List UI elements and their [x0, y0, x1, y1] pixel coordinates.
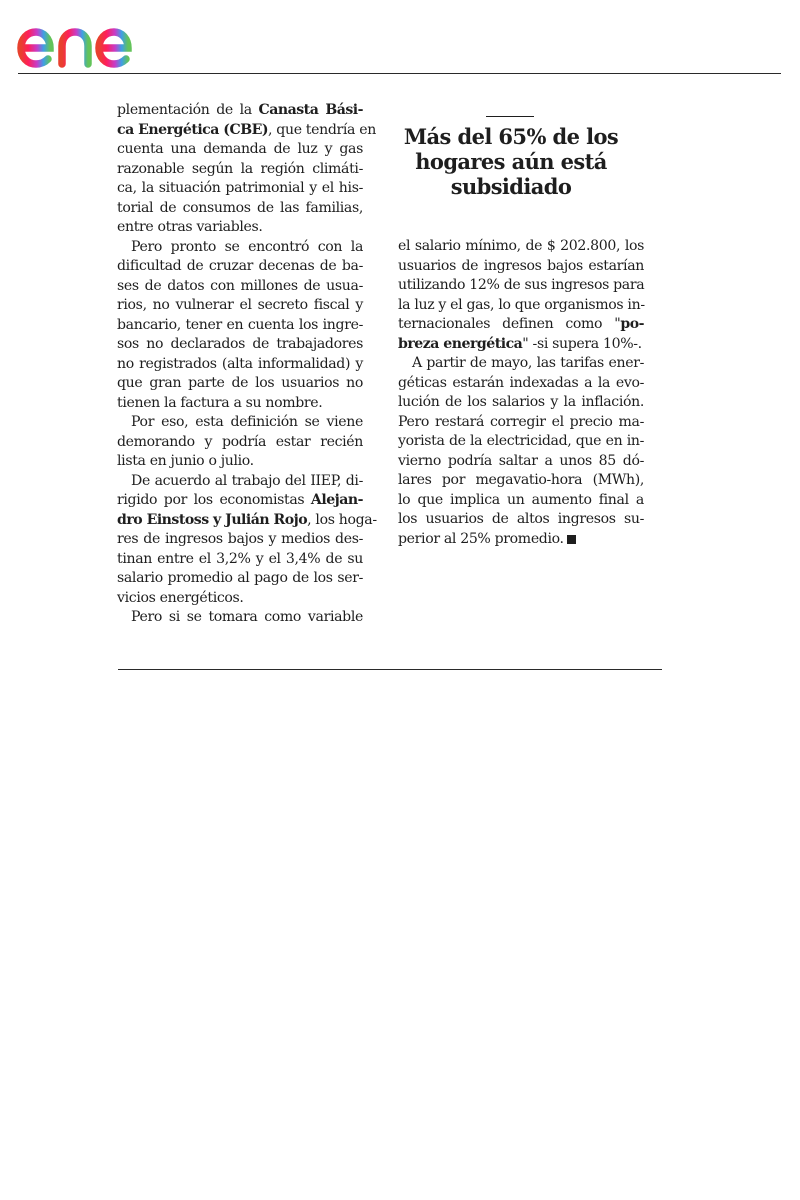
end-of-article-mark [567, 535, 576, 544]
text-line: plementación de la Canasta Bási- [117, 102, 363, 118]
text-line: que gran parte de los usuarios no [117, 375, 363, 391]
text-line: el salario mínimo, de $ 202.800, los [398, 238, 644, 254]
text-line: perior al 25% promedio. [398, 530, 644, 550]
footer-rule [118, 669, 662, 670]
section-heading [398, 124, 624, 199]
text-line: vierno podría saltar a unos 85 dó- [398, 452, 644, 469]
text-line: vicios energéticos. [117, 589, 244, 606]
text-line: ses de datos con millones de usua- [117, 277, 363, 294]
text-line: A partir de mayo, las tarifas ener- [412, 355, 644, 371]
text-line: Pero si se tomara como variable [131, 609, 363, 625]
text-line: res de ingresos bajos y medios des- [117, 531, 363, 547]
heading-line: subsidiado [450, 174, 572, 199]
article-column-right [398, 237, 644, 549]
text-line: lo que implica un aumento final a [398, 491, 644, 508]
text-line: Pero pronto se encontró con la [131, 238, 363, 255]
heading-line: hogares aún está [415, 149, 607, 174]
text-line: dro Einstoss y Julián Rojo, los hoga- [117, 511, 377, 528]
text-line: yorista de la electricidad, que en in- [398, 433, 644, 449]
text-line: usuarios de ingresos bajos estarían [398, 257, 644, 274]
text-line: dificultad de cruzar decenas de ba- [117, 258, 363, 274]
text-line: tienen la factura a su nombre. [117, 394, 323, 411]
text-line: géticas estarán indexadas a la evo- [398, 374, 644, 391]
header-rule [18, 73, 781, 74]
text-line: utilizando 12% de sus ingresos para [398, 277, 645, 293]
text-line: salario promedio al pago de los ser- [117, 570, 363, 586]
text-line: Pero restará corregir el precio ma- [398, 413, 644, 430]
article-column-left [117, 101, 377, 628]
text-line: razonable según la región climáti- [117, 160, 363, 177]
text-line: ca, la situación patrimonial y el his- [117, 180, 363, 196]
heading-rule [486, 116, 534, 117]
text-line: ca Energética (CBE), que tendría en [117, 121, 376, 138]
text-line: demorando y podría estar recién [117, 433, 363, 450]
text-line: entre otras variables. [117, 219, 263, 235]
text-line: rigido por los economistas Alejan- [117, 492, 363, 508]
enel-logo [16, 10, 178, 68]
text-line: torial de consumos de las familias, [117, 199, 363, 216]
text-line: los usuarios de altos ingresos su- [398, 511, 644, 527]
text-line: bancario, tener en cuenta los ingre- [117, 316, 363, 333]
text-line: Por eso, esta definición se viene [131, 414, 363, 430]
text-line: no registrados (alta informalidad) y [117, 355, 363, 372]
text-line: lares por megavatio-hora (MWh), [398, 472, 644, 488]
text-line: ternacionales definen como "po- [398, 316, 644, 332]
text-line: breza energética" -si supera 10%-. [398, 335, 642, 352]
text-line: sos no declarados de trabajadores [117, 336, 363, 352]
text-line: rios, no vulnerar el secreto fiscal y [117, 297, 363, 313]
text-line: lución de los salarios y la inflación. [398, 394, 644, 410]
text-line: cuenta una demanda de luz y gas [117, 141, 363, 157]
heading-line: Más del 65% de los [403, 124, 619, 149]
text-line: tinan entre el 3,2% y el 3,4% de su [117, 550, 363, 567]
text-line: la luz y el gas, lo que organismos in- [398, 296, 645, 313]
text-line: De acuerdo al trabajo del IIEP, di- [131, 472, 363, 489]
text-line: lista en junio o julio. [117, 453, 254, 469]
